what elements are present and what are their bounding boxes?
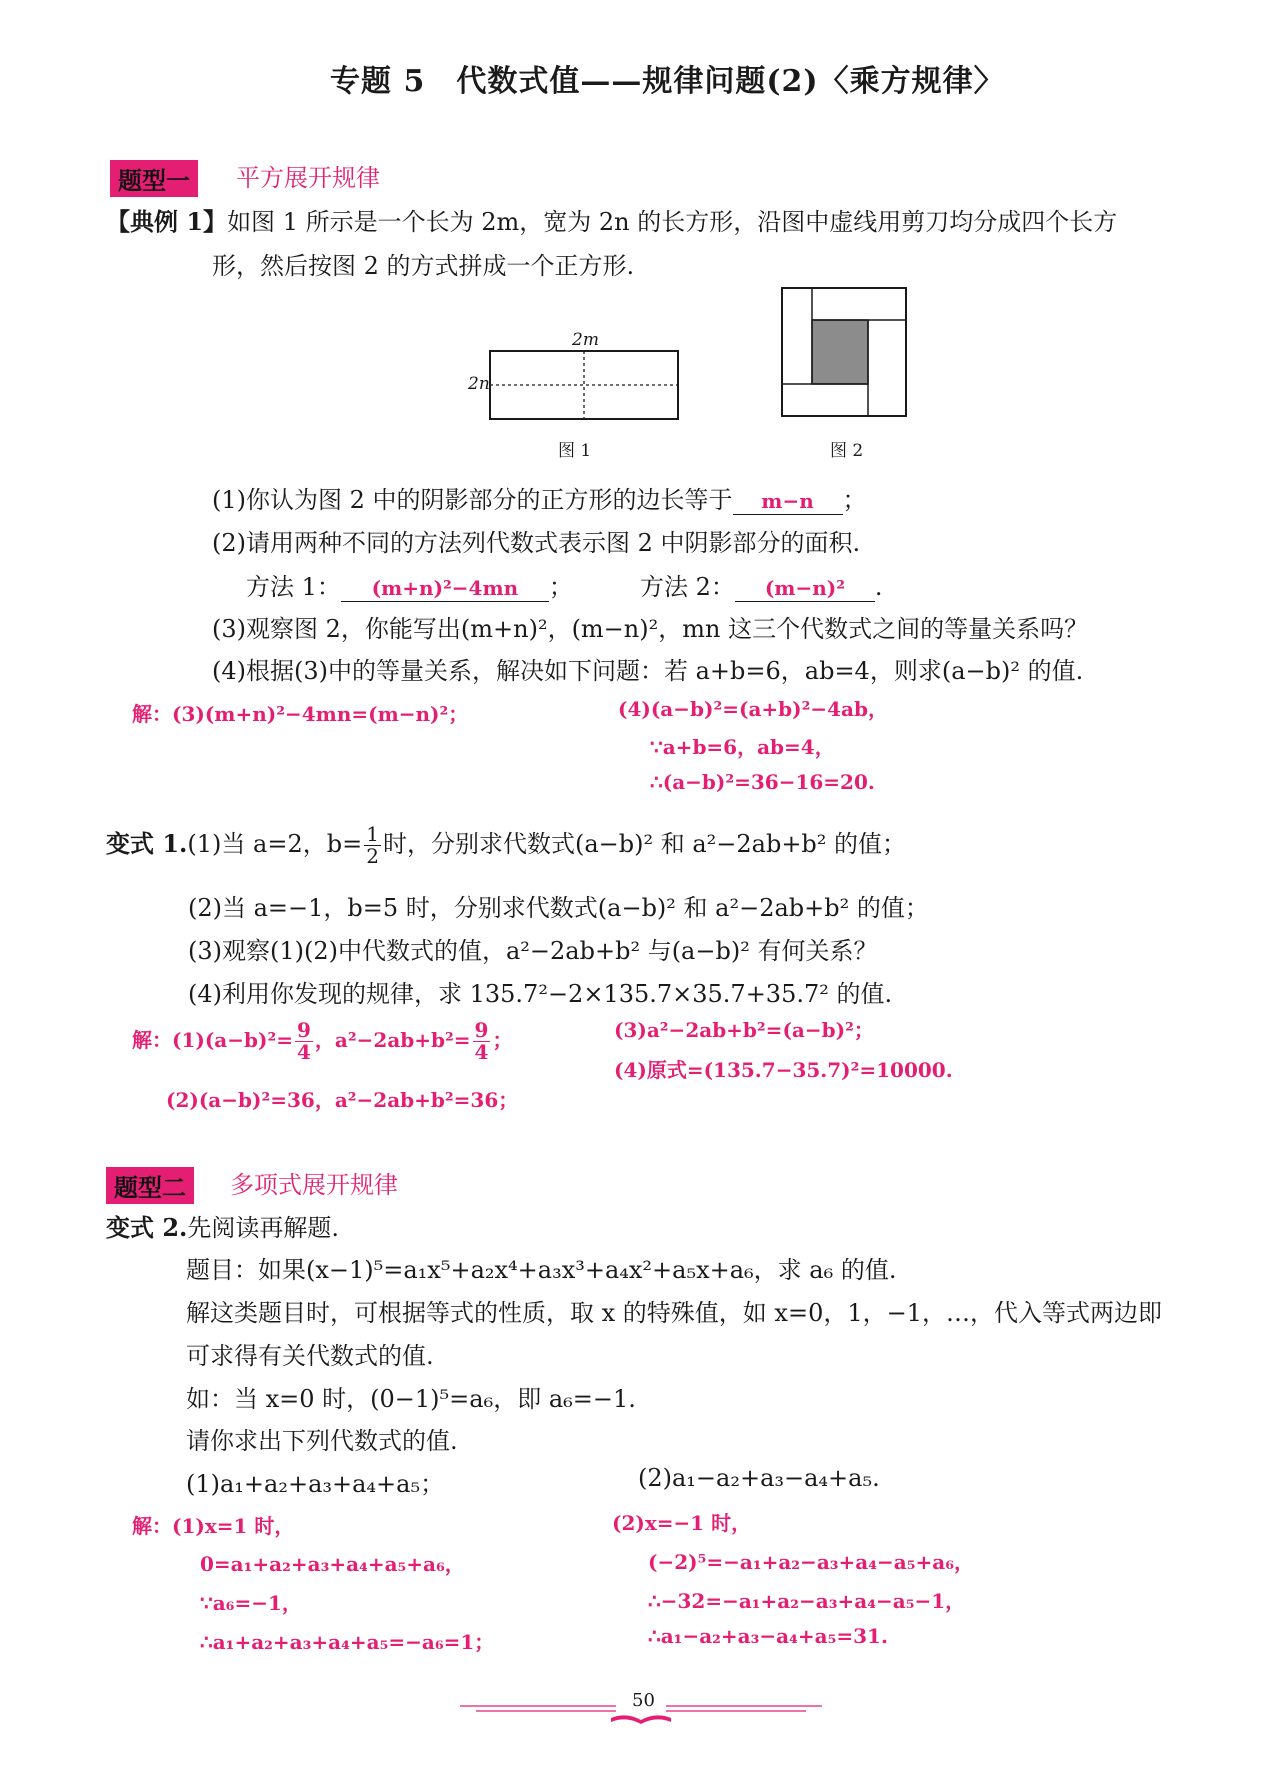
- variant1-q1: [106, 824, 906, 867]
- sol1-fraction-2: [473, 1020, 491, 1063]
- variant2-sol-r3: ∴−32=−a₁+a₂−a₃+a₄−a₅−1，: [648, 1589, 966, 1613]
- footer-book-icon: [611, 1715, 671, 1724]
- variant2-sol-r2: (−2)⁵=−a₁+a₂−a₃+a₄−a₅+a₆，: [648, 1550, 974, 1574]
- method2-end: .: [874, 573, 883, 601]
- method1-answer: (m+n)²−4mn: [371, 576, 519, 600]
- method2-label: 方法 2：: [640, 573, 735, 601]
- variant2-sol-l3: ∵a₆=−1，: [200, 1591, 302, 1615]
- variant1-q3: (3)观察(1)(2)中代数式的值，a²−2ab+b² 与(a−b)² 有何关系？: [188, 937, 878, 965]
- method2-blank: [735, 573, 875, 602]
- example1-solution-r1: (4)(a−b)²=(a+b)²−4ab，: [618, 697, 888, 721]
- fig1-top-label: 2m: [572, 330, 599, 350]
- variant1-solution-1: [132, 1020, 512, 1063]
- variant2-line2: 解这类题目时，可根据等式的性质，取 x 的特殊值，如 x=0，1，−1，…，代入等式两边即: [186, 1299, 1162, 1327]
- variant2-line5: 请你求出下列代数式的值.: [186, 1427, 458, 1455]
- variant1-fraction: [364, 824, 381, 867]
- variant1-q4: (4)利用你发现的规律，求 135.7²−2×135.7×35.7+35.7² 的值.: [188, 980, 893, 1008]
- variant1-label: 变式 1.: [106, 829, 188, 858]
- sol1-mid: ，a²−2ab+b²=: [314, 1028, 471, 1052]
- example1-solution-r2: ∵a+b=6，ab=4，: [650, 735, 835, 759]
- fig1-caption: 图 1: [558, 441, 592, 461]
- method1-blank: [341, 573, 549, 602]
- variant1-q1-pre: (1)当 a=2，b=: [187, 830, 363, 858]
- variant2-intro-text: 先阅读再解题.: [187, 1214, 340, 1242]
- sol1-fraction-1: [295, 1020, 313, 1063]
- variant2-sol-r4: ∴a₁−a₂+a₃−a₄+a₅=31.: [648, 1624, 888, 1648]
- section-tag-1: 题型一: [110, 160, 198, 197]
- variant2-q2: (2)a₁−a₂+a₃−a₄+a₅.: [638, 1464, 880, 1492]
- q1-text: (1)你认为图 2 中的阴影部分的正方形的边长等于: [212, 486, 733, 514]
- example1-method2: [640, 567, 883, 602]
- variant1-solution-2: (2)(a−b)²=36，a²−2ab+b²=36；: [166, 1088, 519, 1112]
- variant1-q1-post: 时，分别求代数式(a−b)² 和 a²−2ab+b² 的值；: [382, 830, 907, 858]
- variant2-sol-l4: ∴a₁+a₂+a₃+a₄+a₅=−a₆=1；: [200, 1630, 495, 1654]
- sol1-end: ；: [492, 1028, 513, 1052]
- section-title-1: 平方展开规律: [236, 164, 380, 192]
- method1-label: 方法 1：: [246, 573, 341, 601]
- example1-q1: [212, 480, 867, 515]
- variant1-q2: (2)当 a=−1，b=5 时，分别求代数式(a−b)² 和 a²−2ab+b² 的值；: [188, 894, 929, 922]
- example1-label: 【典例 1】: [106, 207, 228, 236]
- method2-answer: (m−n)²: [764, 576, 845, 600]
- section-title-2: 多项式展开规律: [230, 1171, 398, 1199]
- example1-solution-r3: ∴(a−b)²=36−16=20.: [650, 770, 875, 794]
- variant2-sol-l2: 0=a₁+a₂+a₃+a₄+a₅+a₆，: [200, 1552, 465, 1576]
- section-tag-2: 题型二: [106, 1167, 194, 1204]
- fig2-caption: 图 2: [830, 441, 864, 461]
- variant2-line1: 题目：如果(x−1)⁵=a₁x⁵+a₂x⁴+a₃x³+a₄x²+a₅x+a₆，求 a₆ 的值.: [186, 1256, 897, 1284]
- variant1-solution-3: (3)a²−2ab+b²=(a−b)²；: [614, 1018, 874, 1042]
- q1-answer: m−n: [761, 489, 814, 513]
- example1-line2: 形，然后按图 2 的方式拼成一个正方形.: [212, 252, 635, 280]
- q1-blank: [733, 486, 843, 515]
- variant2-q1: (1)a₁+a₂+a₃+a₄+a₅；: [186, 1470, 445, 1498]
- fig1-rectangle: [490, 351, 678, 419]
- example1-text-1: 如图 1 所示是一个长为 2m，宽为 2n 的长方形，沿图中虚线用剪刀均分成四个长方: [227, 208, 1118, 236]
- example1-line1: [106, 202, 1117, 237]
- sol1-frac1-num: 9: [297, 1018, 311, 1042]
- fraction-denominator: 2: [366, 844, 379, 868]
- variant2-line4: 如：当 x=0 时，(0−1)⁵=a₆，即 a₆=−1.: [186, 1385, 636, 1413]
- fig2-shaded-square: [812, 320, 868, 384]
- fig1-left-label: 2n: [468, 374, 490, 394]
- example1-q2: (2)请用两种不同的方法列代数式表示图 2 中阴影部分的面积.: [212, 529, 861, 557]
- example1-q3: (3)观察图 2，你能写出(m+n)²，(m−n)²，mn 这三个代数式之间的等量关系吗？: [212, 615, 1089, 643]
- page-number: 50: [632, 1690, 655, 1711]
- page-title: 专题 5 代数式值——规律问题(2)〈乘方规律〉: [330, 64, 1005, 99]
- example1-solution-left: 解：(3)(m+n)²−4mn=(m−n)²；: [132, 702, 469, 726]
- variant2-sol-r1: (2)x=−1 时，: [612, 1511, 752, 1535]
- variant1-solution-4: (4)原式=(135.7−35.7)²=10000.: [614, 1058, 953, 1082]
- method1-end: ；: [548, 573, 573, 601]
- variant2-sol-l1: 解：(1)x=1 时，: [132, 1514, 295, 1538]
- variant2-intro: [106, 1208, 339, 1243]
- sol1-frac2-den: 4: [474, 1040, 489, 1064]
- example1-q4: (4)根据(3)中的等量关系，解决如下问题：若 a+b=6，ab=4，则求(a−b)² 的值.: [212, 657, 1084, 685]
- sol1-frac1-den: 4: [297, 1040, 311, 1064]
- sol1-frac2-num: 9: [474, 1018, 489, 1042]
- variant2-line3: 可求得有关代数式的值.: [186, 1342, 434, 1370]
- sol1-pre: 解：(1)(a−b)²=: [132, 1028, 293, 1052]
- q1-end: ；: [842, 486, 867, 514]
- figure-2: [780, 286, 910, 418]
- example1-method1: [246, 567, 573, 602]
- variant2-label: 变式 2.: [106, 1213, 188, 1242]
- fraction-numerator: 1: [366, 822, 379, 846]
